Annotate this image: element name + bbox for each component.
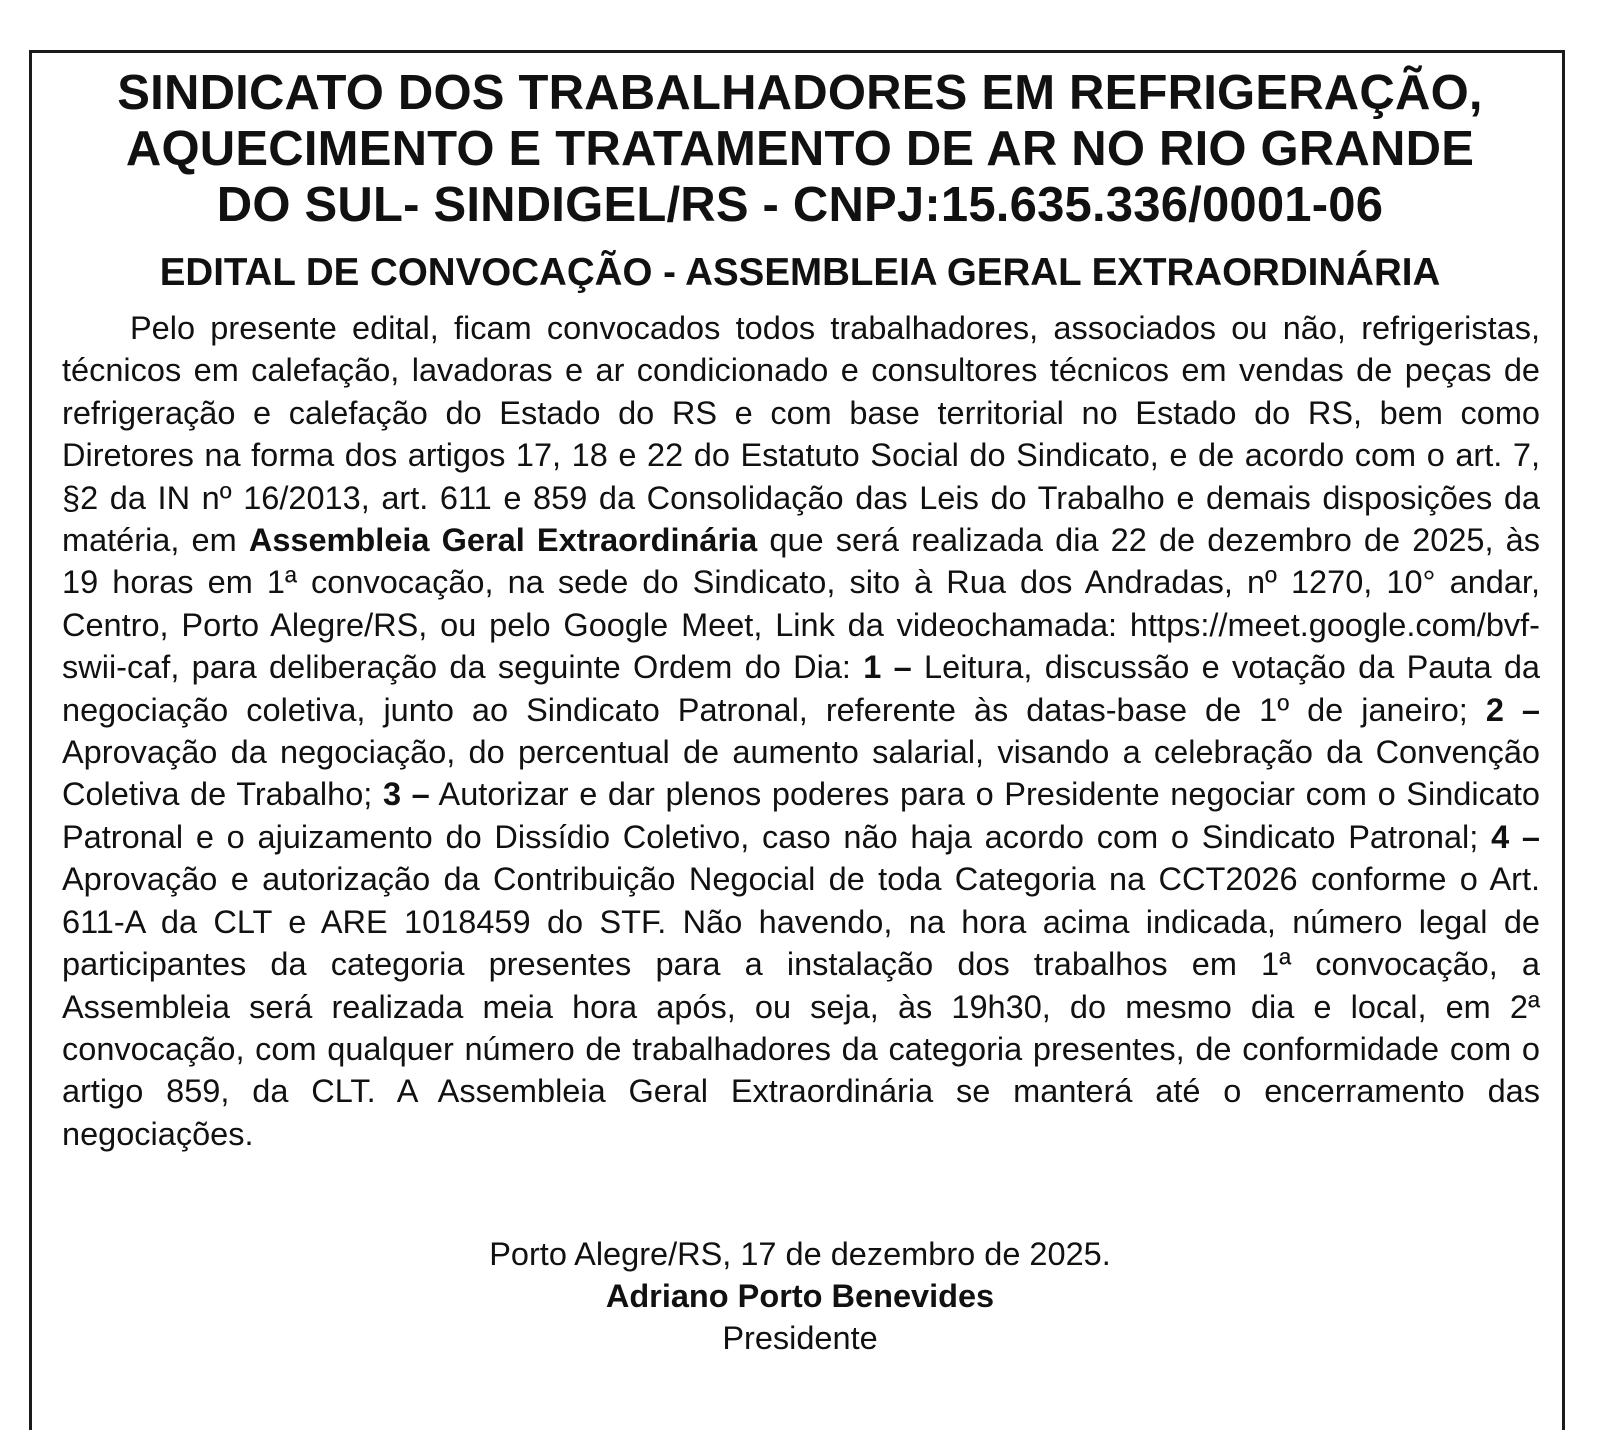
title-line-2: AQUECIMENTO E TRATAMENTO DE AR NO RIO GRANDE [125,122,1475,176]
agenda-item-4-text: Aprovação e autorização da Contribuição Negocial de toda Categoria na CCT2026 conforme o Art. 611-A da CLT e ARE 1018459 do STF. Não havendo, na hora acima indicada, número legal de participantes da categoria presentes para a instalação dos trabalhos em 1ª convocação, a Assembleia será realizada meia hora após, ou seja, às 19h30, do mesmo dia e local, em 2ª convocação, com qualquer número de trabalhadores da categoria presentes, de conformidade com o artigo 859, da CLT. A Assembleia Geral Extraordinária se manterá até o encerramento das negociações. [62,861,1540,1152]
signer-role: Presidente [722,1320,878,1356]
notice-body [62,307,1540,1155]
agenda-item-4-number: 4 – [1491,818,1540,855]
notice-title [62,65,1538,233]
agenda-item-1-number: 1 – [863,649,912,686]
notice-box [29,50,1565,1430]
assembly-name: Assembleia Geral Extraordinária [248,522,758,559]
body-intro: Pelo presente edital, ficam convocados todos trabalhadores, associados ou não, refrigeristas, técnicos em calefação, lavadoras e ar condicionado e consultores técnicos em vendas de peças de refrigeração e calefação do Estado do RS e com base territorial no Estado do RS, bem como Diretores na forma dos artigos 17, 18 e 22 do Estatuto Social do Sindicato, e de acordo com o art. 7, §2 da IN nº 16/2013, art. 611 e 859 da Consolidação das Leis do Trabalho e demais disposições da matéria, em [62,310,1540,559]
title-line-3: DO SUL- SINDIGEL/RS - CNPJ:15.635.336/0001-06 [216,178,1384,232]
body-meeting-details: que será realizada dia 22 de dezembro de 2025, às 19 horas em 1ª convocação, na sede do Sindicato, sito à Rua dos Andradas, nº 1270, 10° andar, Centro, Porto Alegre/RS, ou pelo Google Meet, Link da videochamada: https://meet.google.com/bvf-swii-caf, para deliberação da seguinte Ordem do Dia: [62,522,1540,686]
title-line-1: SINDICATO DOS TRABALHADORES EM REFRIGERAÇÃO, [117,66,1483,120]
agenda-item-3-number: 3 – [382,776,430,813]
agenda-item-2-text: Aprovação da negociação, do percentual de aumento salarial, visando a celebração da Convenção Coletiva de Trabalho; [62,734,1540,813]
agenda-item-2-number: 2 – [1485,691,1540,728]
signer-name: Adriano Porto Benevides [605,1278,995,1314]
notice-subtitle: EDITAL DE CONVOCAÇÃO - ASSEMBLEIA GERAL EXTRAORDINÁRIA [159,251,1441,294]
place-date: Porto Alegre/RS, 17 de dezembro de 2025. [489,1236,1111,1272]
agenda-item-3-text: Autorizar e dar plenos poderes para o Presidente negociar com o Sindicato Patronal e o ajuizamento do Dissídio Coletivo, caso não haja acordo com o Sindicato Patronal; [62,776,1540,855]
agenda-item-1-text: Leitura, discussão e votação da Pauta da negociação coletiva, junto ao Sindicato Patronal, referente às datas-base de 1º de janeiro; [62,649,1540,728]
